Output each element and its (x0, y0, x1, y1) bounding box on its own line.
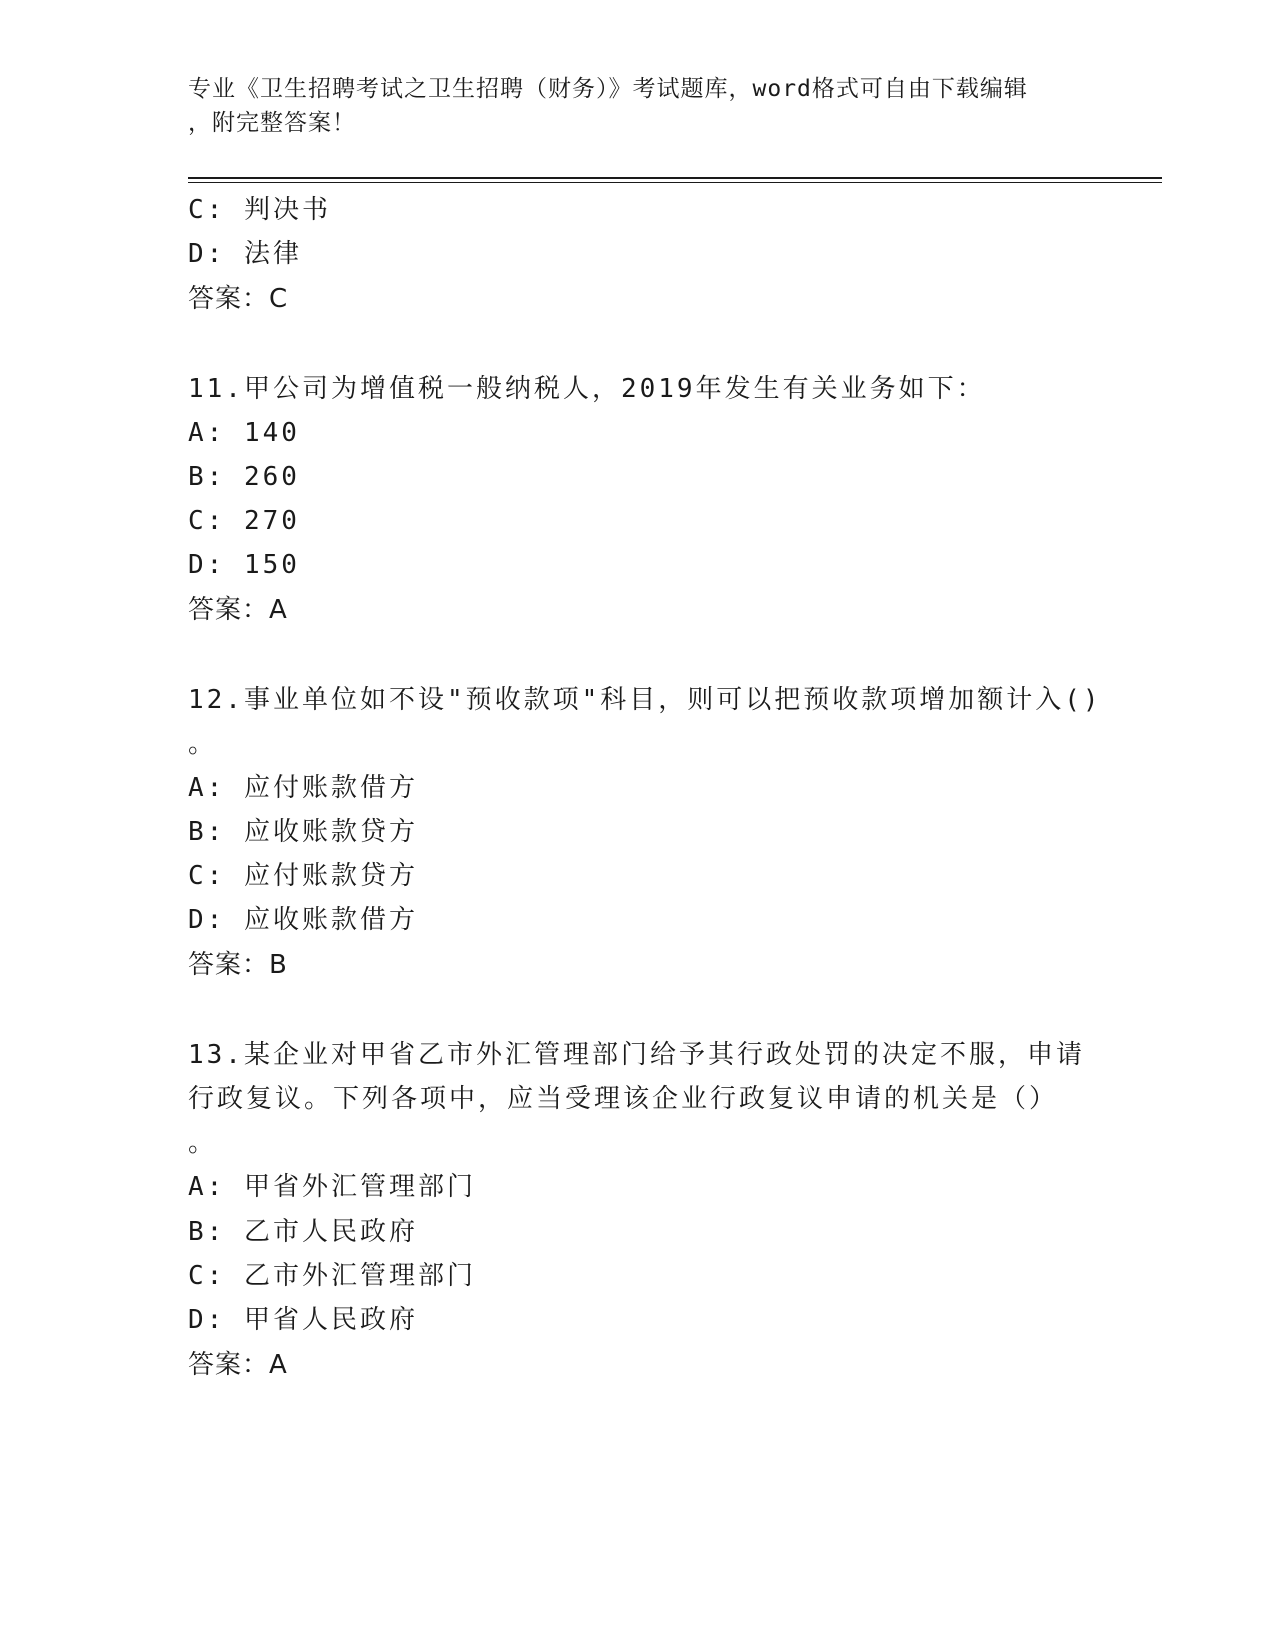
question-13-stem-line-1: 13.某企业对甲省乙市外汇管理部门给予其行政处罚的决定不服，申请 (188, 1040, 1085, 1070)
question-13-option-d: D: 甲省人民政府 (188, 1305, 418, 1335)
question-12-option-c: C: 应付账款贷方 (188, 861, 418, 891)
question-11-option-b: B: 260 (188, 462, 300, 492)
question-12-option-d: D: 应收账款借方 (188, 905, 418, 935)
question-11-stem: 11.甲公司为增值税一般纳税人，2019年发生有关业务如下： (188, 374, 986, 404)
question-12-answer: 答案：B (188, 950, 288, 980)
question-13-answer: 答案：A (188, 1350, 288, 1380)
header-divider-thin (188, 182, 1162, 183)
document-header (188, 72, 1088, 140)
question-13-option-c: C: 乙市外汇管理部门 (188, 1261, 476, 1291)
prev-question-option-d: D: 法律 (188, 239, 302, 269)
header-divider-thick (188, 177, 1162, 179)
question-12-option-a: A: 应付账款借方 (188, 773, 418, 803)
question-11-option-d: D: 150 (188, 550, 300, 580)
header-title-line-2: ，附完整答案！ (188, 110, 356, 136)
header-title-line-1: 专业《卫生招聘考试之卫生招聘（财务）》考试题库，word格式可自由下载编辑 (188, 76, 1028, 102)
question-11-answer: 答案：A (188, 595, 288, 625)
question-12-stem-line-1: 12.事业单位如不设"预收款项"科目，则可以把预收款项增加额计入() (188, 685, 1102, 715)
question-12-stem-line-2: 。 (188, 729, 218, 759)
question-13-stem-line-3: 。 (188, 1128, 218, 1158)
prev-question-option-c: C: 判决书 (188, 195, 331, 225)
question-11-option-c: C: 270 (188, 506, 300, 536)
question-12-option-b: B: 应收账款贷方 (188, 817, 418, 847)
question-13-option-b: B: 乙市人民政府 (188, 1217, 418, 1247)
prev-question-answer: 答案：C (188, 284, 289, 314)
question-11-option-a: A: 140 (188, 418, 300, 448)
question-13-option-a: A: 甲省外汇管理部门 (188, 1172, 476, 1202)
question-13-stem-line-2: 行政复议。下列各项中，应当受理该企业行政复议申请的机关是（） (188, 1084, 1059, 1114)
